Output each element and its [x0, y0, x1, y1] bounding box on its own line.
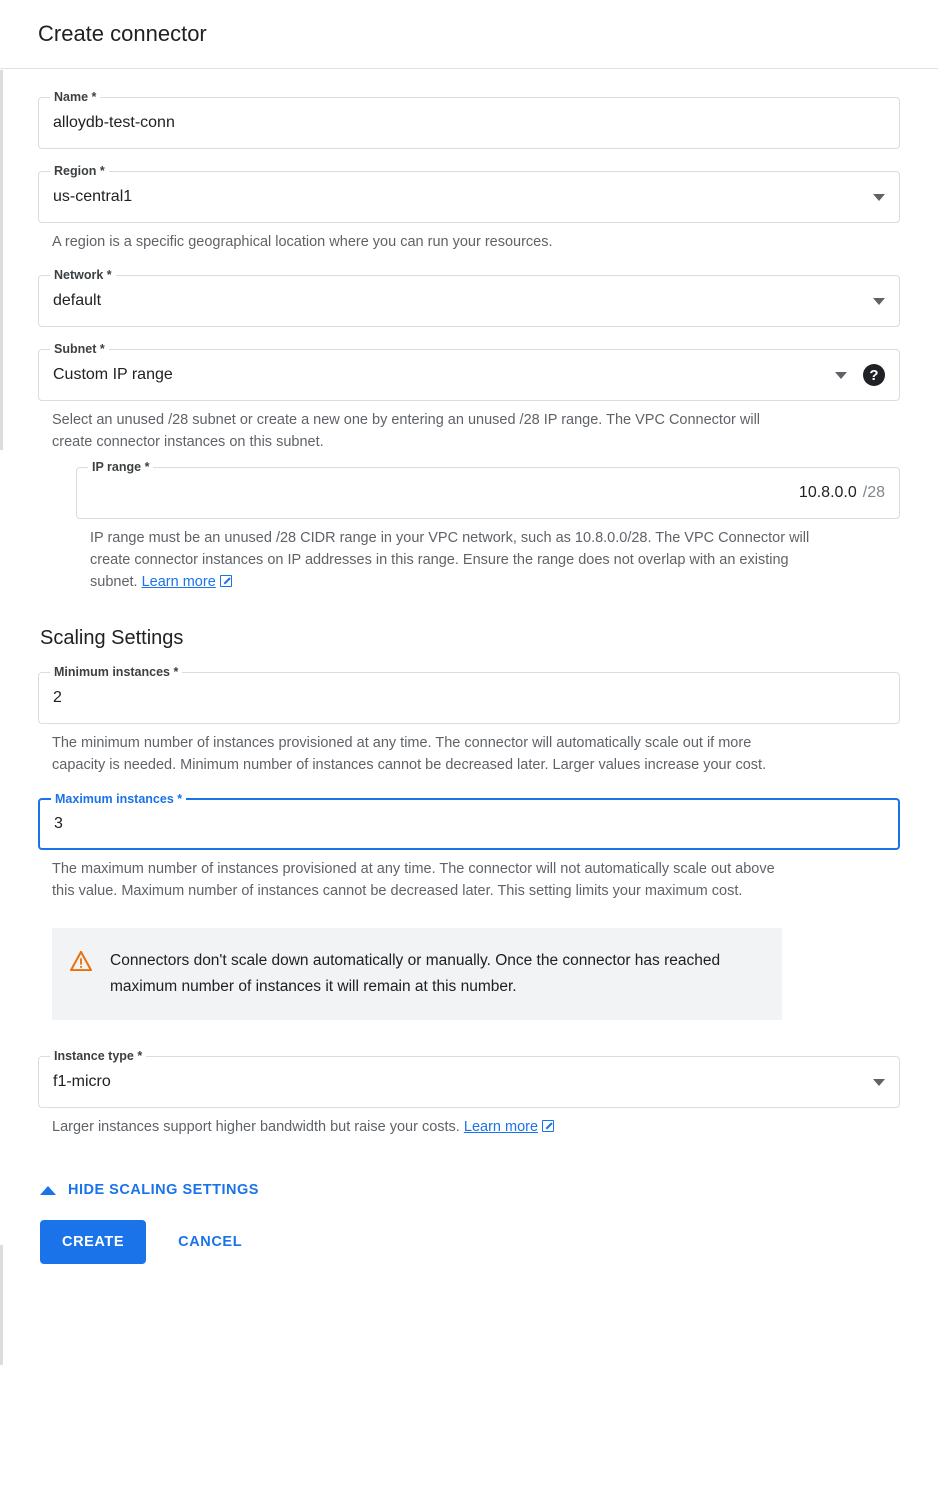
- cancel-button[interactable]: CANCEL: [160, 1220, 260, 1264]
- spacer: [38, 453, 900, 467]
- ip-range-helper-text: IP range must be an unused /28 CIDR range in your VPC network, such as 10.8.0.0/28. The VPC Connector will create connector instances on IP addresses in this range. Ensure the range does not overlap with an existing subnet.: [90, 530, 810, 590]
- network-value: default: [53, 292, 102, 309]
- left-rail-bottom: [0, 1245, 3, 1365]
- ip-range-input[interactable]: [76, 460, 900, 519]
- instance-type-value: f1-micro: [53, 1073, 111, 1090]
- region-helper: A region is a specific geographical location where you can run your resources.: [52, 234, 553, 250]
- create-button[interactable]: CREATE: [40, 1220, 146, 1264]
- scaling-settings-title: Scaling Settings: [40, 627, 184, 649]
- chevron-down-icon[interactable]: [873, 298, 885, 305]
- min-instances-input[interactable]: [38, 665, 900, 724]
- panel-header: [0, 0, 938, 69]
- chevron-up-icon: [40, 1186, 56, 1195]
- ip-range-learn-more-link[interactable]: Learn more: [141, 574, 216, 590]
- hide-scaling-settings-toggle[interactable]: [40, 1182, 900, 1198]
- ip-range-suffix: /28: [862, 484, 885, 501]
- region-select[interactable]: [38, 164, 900, 223]
- subnet-label: Subnet *: [50, 342, 109, 356]
- name-value: alloydb-test-conn: [53, 114, 175, 131]
- spacer: [38, 253, 900, 275]
- min-instances-helper: The minimum number of instances provisioned at any time. The connector will automatically scale out if more capacity is needed. Minimum number of instances cannot be decreased later. Larger values increase your cost.: [52, 735, 767, 773]
- subnet-value: Custom IP range: [53, 366, 173, 383]
- field-instance-type: [38, 1049, 900, 1138]
- ip-range-helper: [90, 527, 835, 593]
- spacer: [38, 1020, 900, 1042]
- min-instances-value: 2: [53, 689, 62, 706]
- hide-scaling-settings-label: HIDE SCALING SETTINGS: [68, 1182, 259, 1198]
- region-label: Region *: [50, 164, 109, 178]
- max-instances-input[interactable]: [38, 792, 900, 850]
- external-link-icon[interactable]: [220, 575, 232, 587]
- subnet-helper: Select an unused /28 subnet or create a new one by entering an unused /28 IP range. The VPC Connector will create connector instances on this subnet.: [52, 412, 761, 450]
- ip-range-label: IP range *: [88, 460, 153, 474]
- min-instances-label: Minimum instances *: [50, 665, 182, 679]
- field-max-instances: [38, 792, 900, 902]
- scaling-warning-notice: [52, 928, 782, 1020]
- max-instances-label: Maximum instances *: [51, 792, 186, 806]
- notice-text: Connectors don't scale down automatically or manually. Once the connector has reached maximum number of instances it will remain at this number.: [110, 952, 721, 995]
- field-name: [38, 90, 900, 149]
- region-value: us-central1: [53, 188, 133, 205]
- max-instances-helper: The maximum number of instances provisioned at any time. The connector will not automatically scale out above this value. Maximum number of instances cannot be decreased later. This setting limits your maximum cost.: [52, 861, 775, 899]
- instance-type-select[interactable]: [38, 1049, 900, 1108]
- field-region: [38, 164, 900, 253]
- spacer: [38, 327, 900, 349]
- field-ip-range: [76, 460, 900, 593]
- field-subnet: [38, 342, 900, 453]
- left-rail-top: [0, 70, 3, 450]
- instance-type-learn-more-link[interactable]: Learn more: [463, 1119, 539, 1135]
- ip-range-value: 10.8.0.0: [798, 484, 857, 501]
- max-instances-value: 3: [54, 815, 63, 832]
- form-actions: [40, 1220, 900, 1264]
- instance-type-helper: [52, 1116, 797, 1138]
- spacer: [38, 1042, 900, 1056]
- instance-type-label: Instance type *: [50, 1049, 146, 1063]
- network-select[interactable]: [38, 268, 900, 327]
- connector-form: [0, 69, 938, 1264]
- field-network: [38, 268, 900, 327]
- chevron-down-icon[interactable]: [835, 372, 847, 379]
- chevron-down-icon[interactable]: [873, 1079, 885, 1086]
- page-title: Create connector: [38, 21, 207, 46]
- chevron-down-icon[interactable]: [873, 194, 885, 201]
- name-label: Name *: [50, 90, 100, 104]
- external-link-icon[interactable]: [542, 1120, 554, 1132]
- subnet-select[interactable]: [38, 342, 900, 401]
- instance-type-helper-text: Larger instances support higher bandwidth but raise your costs.: [52, 1119, 460, 1135]
- spacer: [38, 149, 900, 171]
- name-input[interactable]: [38, 90, 900, 149]
- warning-icon: [70, 951, 92, 971]
- help-icon[interactable]: ?: [863, 364, 885, 386]
- field-min-instances: [38, 665, 900, 776]
- network-label: Network *: [50, 268, 116, 282]
